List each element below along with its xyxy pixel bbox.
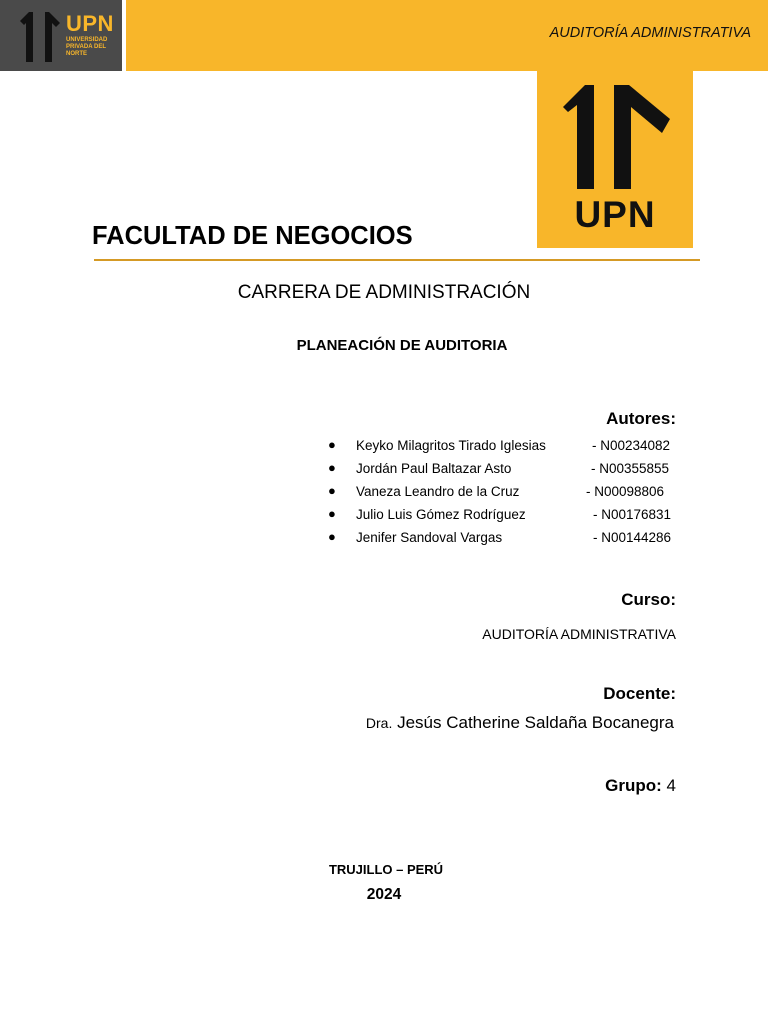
header-logo-box [0,0,122,71]
bullet-icon: ● [328,460,336,475]
author-name: Julio Luis Gómez Rodríguez [356,507,526,522]
upn-big-logo [537,67,693,248]
author-code: - N00234082 [592,438,671,453]
course-label: Curso: [621,590,676,609]
upn-arrows-icon [18,10,62,64]
faculty-title: FACULTAD DE NEGOCIOS [92,222,413,250]
group [605,776,676,796]
big-logo-name: UPN [574,194,656,235]
author-name: Jenifer Sandoval Vargas [356,530,503,545]
author-item [328,507,688,530]
bullet-icon: ● [328,483,336,498]
authors-list [328,438,688,553]
teacher-name: Jesús Catherine Saldaña Bocanegra [397,713,674,732]
author-item [328,438,688,461]
year: 2024 [366,886,402,903]
bullet-icon: ● [328,437,336,452]
header-band [126,0,768,71]
author-item [328,530,688,553]
author-name: Vaneza Leandro de la Cruz [356,484,520,499]
author-item [328,484,688,507]
teacher-prefix: Dra. [365,715,393,731]
document-title: PLANEACIÓN DE AUDITORIA [296,337,508,354]
city: TRUJILLO – PERÚ [328,862,444,877]
bullet-icon: ● [328,506,336,521]
small-logo-name: UPN [66,11,114,36]
course-name: AUDITORÍA ADMINISTRATIVA [482,626,676,642]
author-code: - N00355855 [591,461,670,476]
career-name: CARRERA DE ADMINISTRACIÓN [237,282,531,303]
author-name: Keyko Milagritos Tirado Iglesias [356,438,546,453]
title-divider [94,259,700,261]
group-label: Grupo: [605,776,662,795]
author-code: - N00144286 [593,530,672,545]
group-value: 4 [666,776,676,795]
teacher [366,713,674,733]
teacher-label: Docente: [603,684,676,703]
author-name: Jordán Paul Baltazar Asto [356,461,512,476]
header-title: AUDITORÍA ADMINISTRATIVA [549,25,751,41]
authors-label: Autores: [606,409,676,428]
small-logo-subtext: UNIVERSIDAD PRIVADA DEL NORTE [66,37,108,57]
upn-big-arrows-icon [537,67,693,197]
author-item [328,461,688,484]
upn-small-logo [18,10,114,64]
author-code: - N00176831 [593,507,672,522]
bullet-icon: ● [328,529,336,544]
author-code: - N00098806 [586,484,665,499]
